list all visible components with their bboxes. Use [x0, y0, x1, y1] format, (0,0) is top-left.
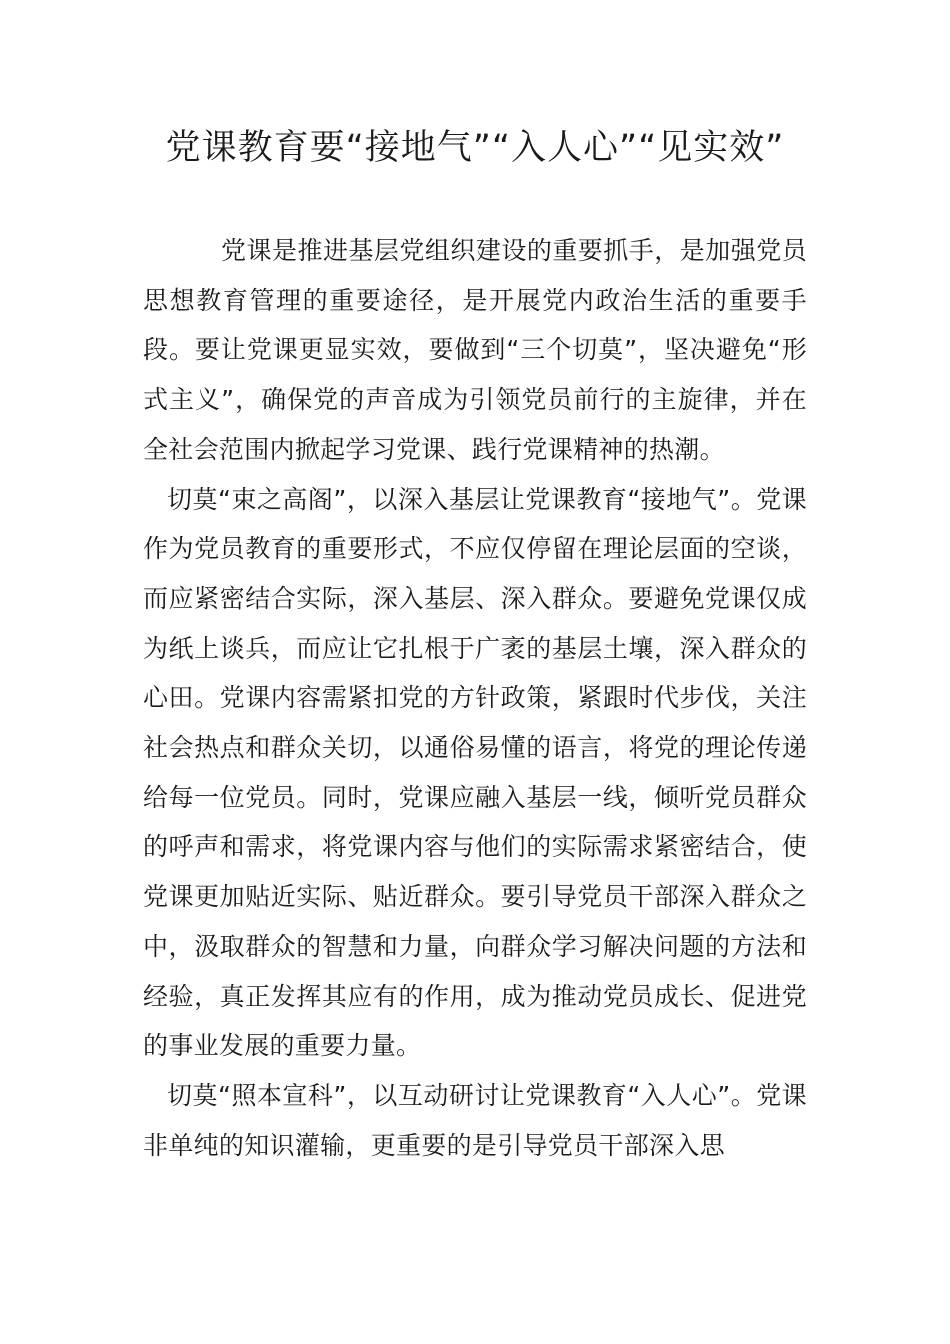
- paragraph-grounded: 切莫“束之高阁”，以深入基层让党课教育“接地气”。党课作为党员教育的重要形式，不应仅停留在理论层面的空谈，而应紧密结合实际，深入基层、深入群众。要避免党课仅成为纸上谈兵，而应让它扎根于广袤的基层土壤，深入群众的心田。党课内容需紧扣党的方针政策，紧跟时代步伐，关注社会热点和群众关切，以通俗易懂的语言，将党的理论传递给每一位党员。同时，党课应融入基层一线，倾听党员群众的呼声和需求，将党课内容与他们的实际需求紧密结合，使党课更加贴近实际、贴近群众。要引导党员干部深入群众之中，汲取群众的智慧和力量，向群众学习解决问题的方法和经验，真正发挥其应有的作用，成为推动党员成长、促进党的事业发展的重要力量。: [143, 484, 807, 1061]
- paragraph-interactive: 切莫“照本宣科”，以互动研讨让党课教育“入人心”。党课非单纯的知识灌输，更重要的是引导党员干部深入思: [143, 1080, 807, 1160]
- document-body: [143, 226, 807, 1170]
- paragraph-intro: 党课是推进基层党组织建设的重要抓手，是加强党员思想教育管理的重要途径，是开展党内政治生活的重要手段。要让党课更显实效，要做到“三个切莫”，坚决避免“形式主义”，确保党的声音成为引领党员前行的主旋律，并在全社会范围内掀起学习党课、践行党课精神的热潮。: [143, 236, 807, 464]
- document-title: 党课教育要“接地气”“入人心”“见实效”: [165, 128, 785, 168]
